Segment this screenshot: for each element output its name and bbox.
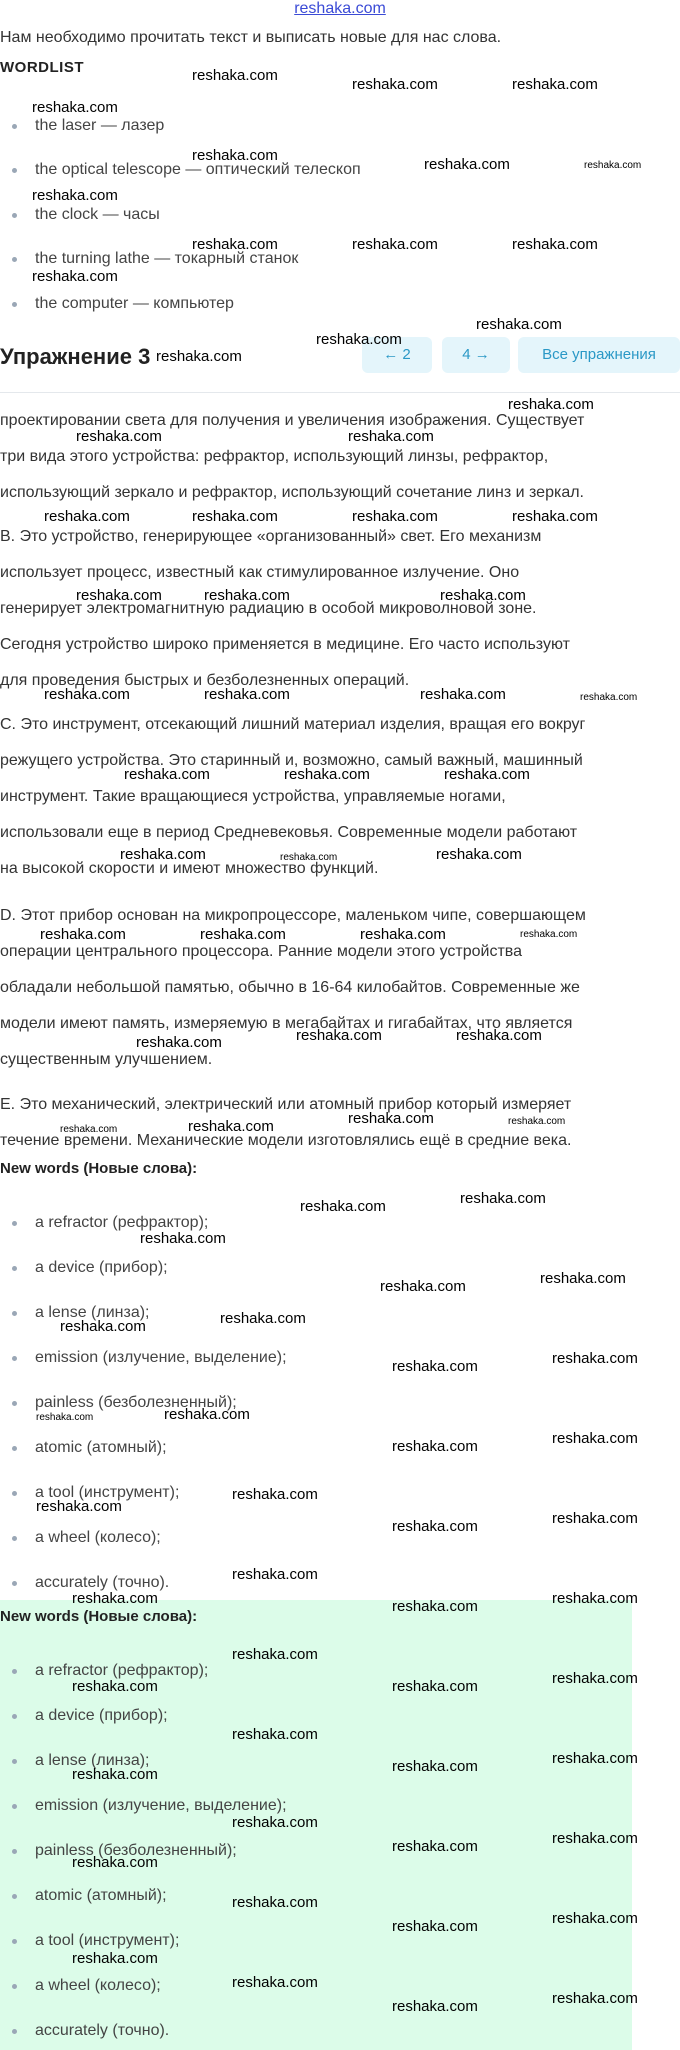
watermark: reshaka.com [456,1027,542,1044]
all-exercises-button[interactable]: Все упражнения [518,337,680,373]
watermark: reshaka.com [72,1766,158,1783]
watermark: reshaka.com [552,1510,638,1527]
watermark: reshaka.com [300,1198,386,1215]
bullet-icon [12,1714,17,1719]
watermark: reshaka.com [188,1118,274,1135]
watermark: reshaka.com [76,428,162,445]
next-exercise-button[interactable]: 4 → [442,337,510,373]
bullet-icon [12,1536,17,1541]
bullet-icon [12,1221,17,1226]
watermark: reshaka.com [392,1358,478,1375]
watermark: reshaka.com [136,1034,222,1051]
prev-exercise-button[interactable]: ← 2 [362,337,432,373]
watermark: reshaka.com [392,1598,478,1615]
watermark: reshaka.com [552,1910,638,1927]
paragraph-d-line: модели имеют память, измеряемую в мегабайтах и гигабайтах, что является [0,1015,573,1032]
paragraph-e-line: течение времени. Механические модели изготовлялись ещё в средние века. [0,1132,572,1149]
watermark: reshaka.com [32,99,118,116]
watermark: reshaka.com [392,1758,478,1775]
watermark: reshaka.com [476,316,562,333]
wordlist-title: WORDLIST [0,59,84,76]
paragraph-c-line: режущего устройства. Это старинный и, возможно, самый важный, машинный [0,752,583,769]
watermark: reshaka.com [352,236,438,253]
watermark: reshaka.com [392,1438,478,1455]
bullet-icon [12,168,17,173]
watermark: reshaka.com [508,1116,566,1127]
watermark: reshaka.com [232,1646,318,1663]
watermark: reshaka.com [348,428,434,445]
paragraph-c-line: использовали еще в период Средневековья. Современные модели работают [0,824,578,841]
watermark: reshaka.com [60,1318,146,1335]
watermark: reshaka.com [392,1918,478,1935]
bullet-icon [12,1581,17,1586]
watermark: reshaka.com [552,1430,638,1447]
paragraph-b-line: B. Это устройство, генерирующее «организованный» свет. Его механизм [0,528,542,545]
paragraph-d-line: обладали небольшой памятью, обычно в 16-64 килобайтов. Современные же [0,979,580,996]
paragraph-e-line: E. Это механический, электрический или атомный прибор который измеряет [0,1096,572,1113]
watermark: reshaka.com [120,846,206,863]
bullet-icon [12,2029,17,2034]
watermark: reshaka.com [392,1518,478,1535]
watermark: reshaka.com [72,1590,158,1607]
paragraph-b-line: для проведения быстрых и безболезненных операций. [0,672,410,689]
watermark: reshaka.com [36,1412,94,1423]
watermark: reshaka.com [72,1678,158,1695]
watermark: reshaka.com [360,926,446,943]
new-words-title: New words (Новые слова): [0,1160,198,1177]
bullet-icon [12,1401,17,1406]
watermark: reshaka.com [512,76,598,93]
paragraph-a-line: три вида этого устройства: рефрактор, использующий линзы, рефрактор, [0,448,549,465]
bullet-icon [12,1311,17,1316]
watermark: reshaka.com [60,1124,118,1135]
watermark: reshaka.com [192,147,278,164]
watermark: reshaka.com [32,268,118,285]
watermark: reshaka.com [200,926,286,943]
watermark: reshaka.com [520,929,578,940]
watermark: reshaka.com [444,766,530,783]
watermark: reshaka.com [440,587,526,604]
bullet-icon [12,1491,17,1496]
watermark: reshaka.com [552,1590,638,1607]
watermark: reshaka.com [44,508,130,525]
watermark: reshaka.com [392,1678,478,1695]
watermark: reshaka.com [76,587,162,604]
paragraph-d-line: операции центрального процессора. Ранние модели этого устройства [0,943,523,960]
paragraph-c-line: C. Это инструмент, отсекающий лишний материал изделия, вращая его вокруг [0,716,586,733]
watermark: reshaka.com [204,587,290,604]
bullet-icon [12,257,17,262]
paragraph-b-line: Сегодня устройство широко применяется в медицине. Его часто используют [0,636,570,653]
watermark: reshaka.com [124,766,210,783]
exercise-title: Упражнение 3 [0,344,151,369]
watermark: reshaka.com [380,1278,466,1295]
watermark: reshaka.com [232,1894,318,1911]
watermark: reshaka.com [420,686,506,703]
paragraph-b-line: генерирует электромагнитную радиацию в особой микроволновой зоне. [0,600,537,617]
paragraph-d-line: D. Этот прибор основан на микропроцессоре, маленьком чипе, совершающем [0,907,586,924]
watermark: reshaka.com [552,1350,638,1367]
watermark: reshaka.com [284,766,370,783]
site-link[interactable]: reshaka.com [294,0,386,17]
watermark: reshaka.com [164,1406,250,1423]
watermark: reshaka.com [296,1027,382,1044]
bullet-icon [12,1266,17,1271]
watermark: reshaka.com [204,686,290,703]
divider [0,392,680,393]
watermark: reshaka.com [220,1310,306,1327]
watermark: reshaka.com [232,1814,318,1831]
bullet-icon [12,302,17,307]
watermark: reshaka.com [512,236,598,253]
bullet-icon [12,213,17,218]
watermark: reshaka.com [460,1190,546,1207]
watermark: reshaka.com [192,236,278,253]
watermark: reshaka.com [352,76,438,93]
watermark: reshaka.com [392,1838,478,1855]
watermark: reshaka.com [40,926,126,943]
watermark: reshaka.com [280,852,338,863]
paragraph-b-line: использует процесс, известный как стимулированное излучение. Оно [0,564,520,581]
bullet-icon [12,1669,17,1674]
watermark: reshaka.com [44,686,130,703]
bullet-icon [12,1446,17,1451]
bullet-icon [12,1849,17,1854]
watermark: reshaka.com [552,1750,638,1767]
watermark: reshaka.com [552,1670,638,1687]
paragraph-a-line: использующий зеркало и рефрактор, использующий сочетание линз и зеркал. [0,484,584,501]
watermark: reshaka.com [552,1990,638,2007]
paragraph-a-line: проектировании света для получения и увеличения изображения. Существует [0,412,585,429]
watermark: reshaka.com [232,1486,318,1503]
watermark: reshaka.com [140,1230,226,1247]
watermark: reshaka.com [392,1998,478,2015]
watermark: reshaka.com [156,348,242,365]
new-words-title-highlighted: New words (Новые слова): [0,1608,198,1625]
watermark: reshaka.com [552,1830,638,1847]
paragraph-c-line: инструмент. Такие вращающиеся устройства, управляемые ногами, [0,788,506,805]
watermark: reshaka.com [232,1566,318,1583]
watermark: reshaka.com [316,331,402,348]
watermark: reshaka.com [584,160,642,171]
bullet-icon [12,1894,17,1899]
watermark: reshaka.com [424,156,510,173]
intro-text: Нам необходимо прочитать текст и выписать новые для нас слова. [0,29,502,46]
watermark: reshaka.com [436,846,522,863]
bullet-icon [12,1804,17,1809]
bullet-icon [12,1759,17,1764]
watermark: reshaka.com [36,1498,122,1515]
watermark: reshaka.com [232,1974,318,1991]
watermark: reshaka.com [580,692,638,703]
watermark: reshaka.com [508,396,594,413]
watermark: reshaka.com [72,1854,158,1871]
watermark: reshaka.com [540,1270,626,1287]
watermark: reshaka.com [192,508,278,525]
watermark: reshaka.com [232,1726,318,1743]
paragraph-c-line: на высокой скорости и имеют множество функций. [0,860,379,877]
watermark: reshaka.com [512,508,598,525]
watermark: reshaka.com [348,1110,434,1127]
bullet-icon [12,1939,17,1944]
bullet-icon [12,1984,17,1989]
paragraph-d-line: существенным улучшением. [0,1051,213,1068]
watermark: reshaka.com [352,508,438,525]
bullet-icon [12,1356,17,1361]
watermark: reshaka.com [192,67,278,84]
watermark: reshaka.com [72,1950,158,1967]
watermark: reshaka.com [32,187,118,204]
bullet-icon [12,124,17,129]
